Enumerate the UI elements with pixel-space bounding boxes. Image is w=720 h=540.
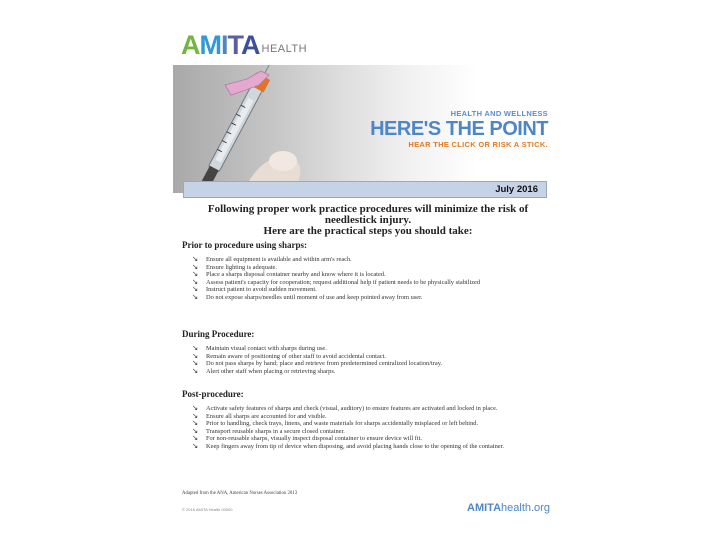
list-item: ↘ Instruct patient to avoid sudden movement. xyxy=(192,284,317,294)
hero-text xyxy=(343,109,548,149)
list-item: ↘ Do not expose sharps/needles until moment of use and keep pointed away from user. xyxy=(192,291,423,301)
logo-letter: T xyxy=(227,30,242,60)
logo-letter: I xyxy=(221,30,228,60)
intro-line-1: Following proper work practice procedures will minimize the risk of xyxy=(207,203,529,215)
list-item: ↘ Ensure all equipment is available and within arm's reach. xyxy=(192,254,352,263)
list-item: ↘ Keep fingers away from tip of device when disposing, and avoid placing hands close to the opening of the container. xyxy=(192,440,504,450)
arrow-bullet-icon: ↘ xyxy=(192,418,199,428)
logo-letter: A xyxy=(241,30,260,60)
arrow-bullet-icon: ↘ xyxy=(192,254,199,263)
list-item: ↘ Maintain visual contact with sharps during use. xyxy=(192,343,327,352)
hero-kicker: HEALTH AND WELLNESS xyxy=(450,109,548,118)
source-footnote: Adapted from the ANA, American Nurses Association 2013 xyxy=(182,491,298,496)
arrow-bullet-icon: ↘ xyxy=(192,440,199,450)
copyright-text: © 2016 AMITA Health 00000 xyxy=(182,507,233,512)
logo-letter: M xyxy=(199,30,221,60)
arrow-bullet-icon: ↘ xyxy=(192,350,199,360)
list-item: ↘ Prior to handling, check trays, linens, and waste materials for sharps accidentally misplaced or left behind. xyxy=(192,418,479,428)
hero-subtitle: HEAR THE CLICK OR RISK A STICK. xyxy=(408,140,548,149)
footer-brand: AMITA xyxy=(467,502,502,514)
list-item: ↘ Activate safety features of sharps and check (visual, auditory) to ensure features are activated and locked in place. xyxy=(192,403,498,412)
intro-line-3: Here are the practical steps you should take: xyxy=(263,225,473,237)
logo-wordmark xyxy=(181,32,260,58)
arrow-bullet-icon: ↘ xyxy=(192,284,199,294)
list-item: ↘ For non-reusable sharps, visually inspect disposal container to ensure device will fit. xyxy=(192,433,422,443)
section-during xyxy=(182,328,547,375)
list-item: ↘ Do not pass sharps by hand; place and retrieve from predetermined centralized location/tray. xyxy=(192,358,443,368)
finger-shape xyxy=(269,151,297,171)
section-title: During Procedure: xyxy=(182,329,255,339)
syringe-photo xyxy=(173,65,353,193)
footer-url xyxy=(467,502,550,514)
list-item: ↘ Ensure lighting is adequate. xyxy=(192,261,277,271)
arrow-bullet-icon: ↘ xyxy=(192,261,199,271)
logo-health-text: HEALTH xyxy=(261,43,308,55)
section-title: Post-procedure: xyxy=(182,389,244,399)
flyer-page xyxy=(173,20,553,525)
section-post xyxy=(182,388,547,451)
arrow-bullet-icon: ↘ xyxy=(192,343,199,352)
arrow-bullet-icon: ↘ xyxy=(192,365,199,375)
issue-date: July 2016 xyxy=(495,184,538,195)
footer-suffix: health.org xyxy=(501,502,550,514)
arrow-bullet-icon: ↘ xyxy=(192,403,199,412)
arrow-bullet-icon: ↘ xyxy=(192,410,199,420)
list-item: ↘ Transport reusable sharps in a secure closed container. xyxy=(192,425,345,435)
hero-banner xyxy=(173,65,553,193)
section-title: Prior to procedure using sharps: xyxy=(182,240,308,250)
arrow-bullet-icon: ↘ xyxy=(192,276,199,286)
list-item: ↘ Ensure all sharps are accounted for and visible. xyxy=(192,410,327,420)
amita-health-logo xyxy=(181,32,307,58)
section-prior xyxy=(182,239,547,302)
date-band xyxy=(183,181,547,198)
intro-line-2: needlestick injury. xyxy=(324,214,412,226)
intro-heading xyxy=(193,204,543,237)
arrow-bullet-icon: ↘ xyxy=(192,358,199,368)
logo-letter: A xyxy=(181,30,200,60)
arrow-bullet-icon: ↘ xyxy=(192,291,199,301)
syringe-window xyxy=(215,98,253,163)
list-item: ↘ Place a sharps disposal container nearby and know where it is located. xyxy=(192,269,386,279)
list-item: ↘ Remain aware of positioning of other staff to avoid accidental contact. xyxy=(192,350,387,360)
hero-title: HERE'S THE POINT xyxy=(370,118,548,140)
arrow-bullet-icon: ↘ xyxy=(192,269,199,279)
list-item: ↘ Alert other staff when placing or retrieving sharps. xyxy=(192,365,336,375)
arrow-bullet-icon: ↘ xyxy=(192,425,199,435)
arrow-bullet-icon: ↘ xyxy=(192,433,199,443)
list-item: ↘ Assess patient's capacity for cooperation; request additional help if patient needs to be physically stabilized xyxy=(192,276,481,286)
